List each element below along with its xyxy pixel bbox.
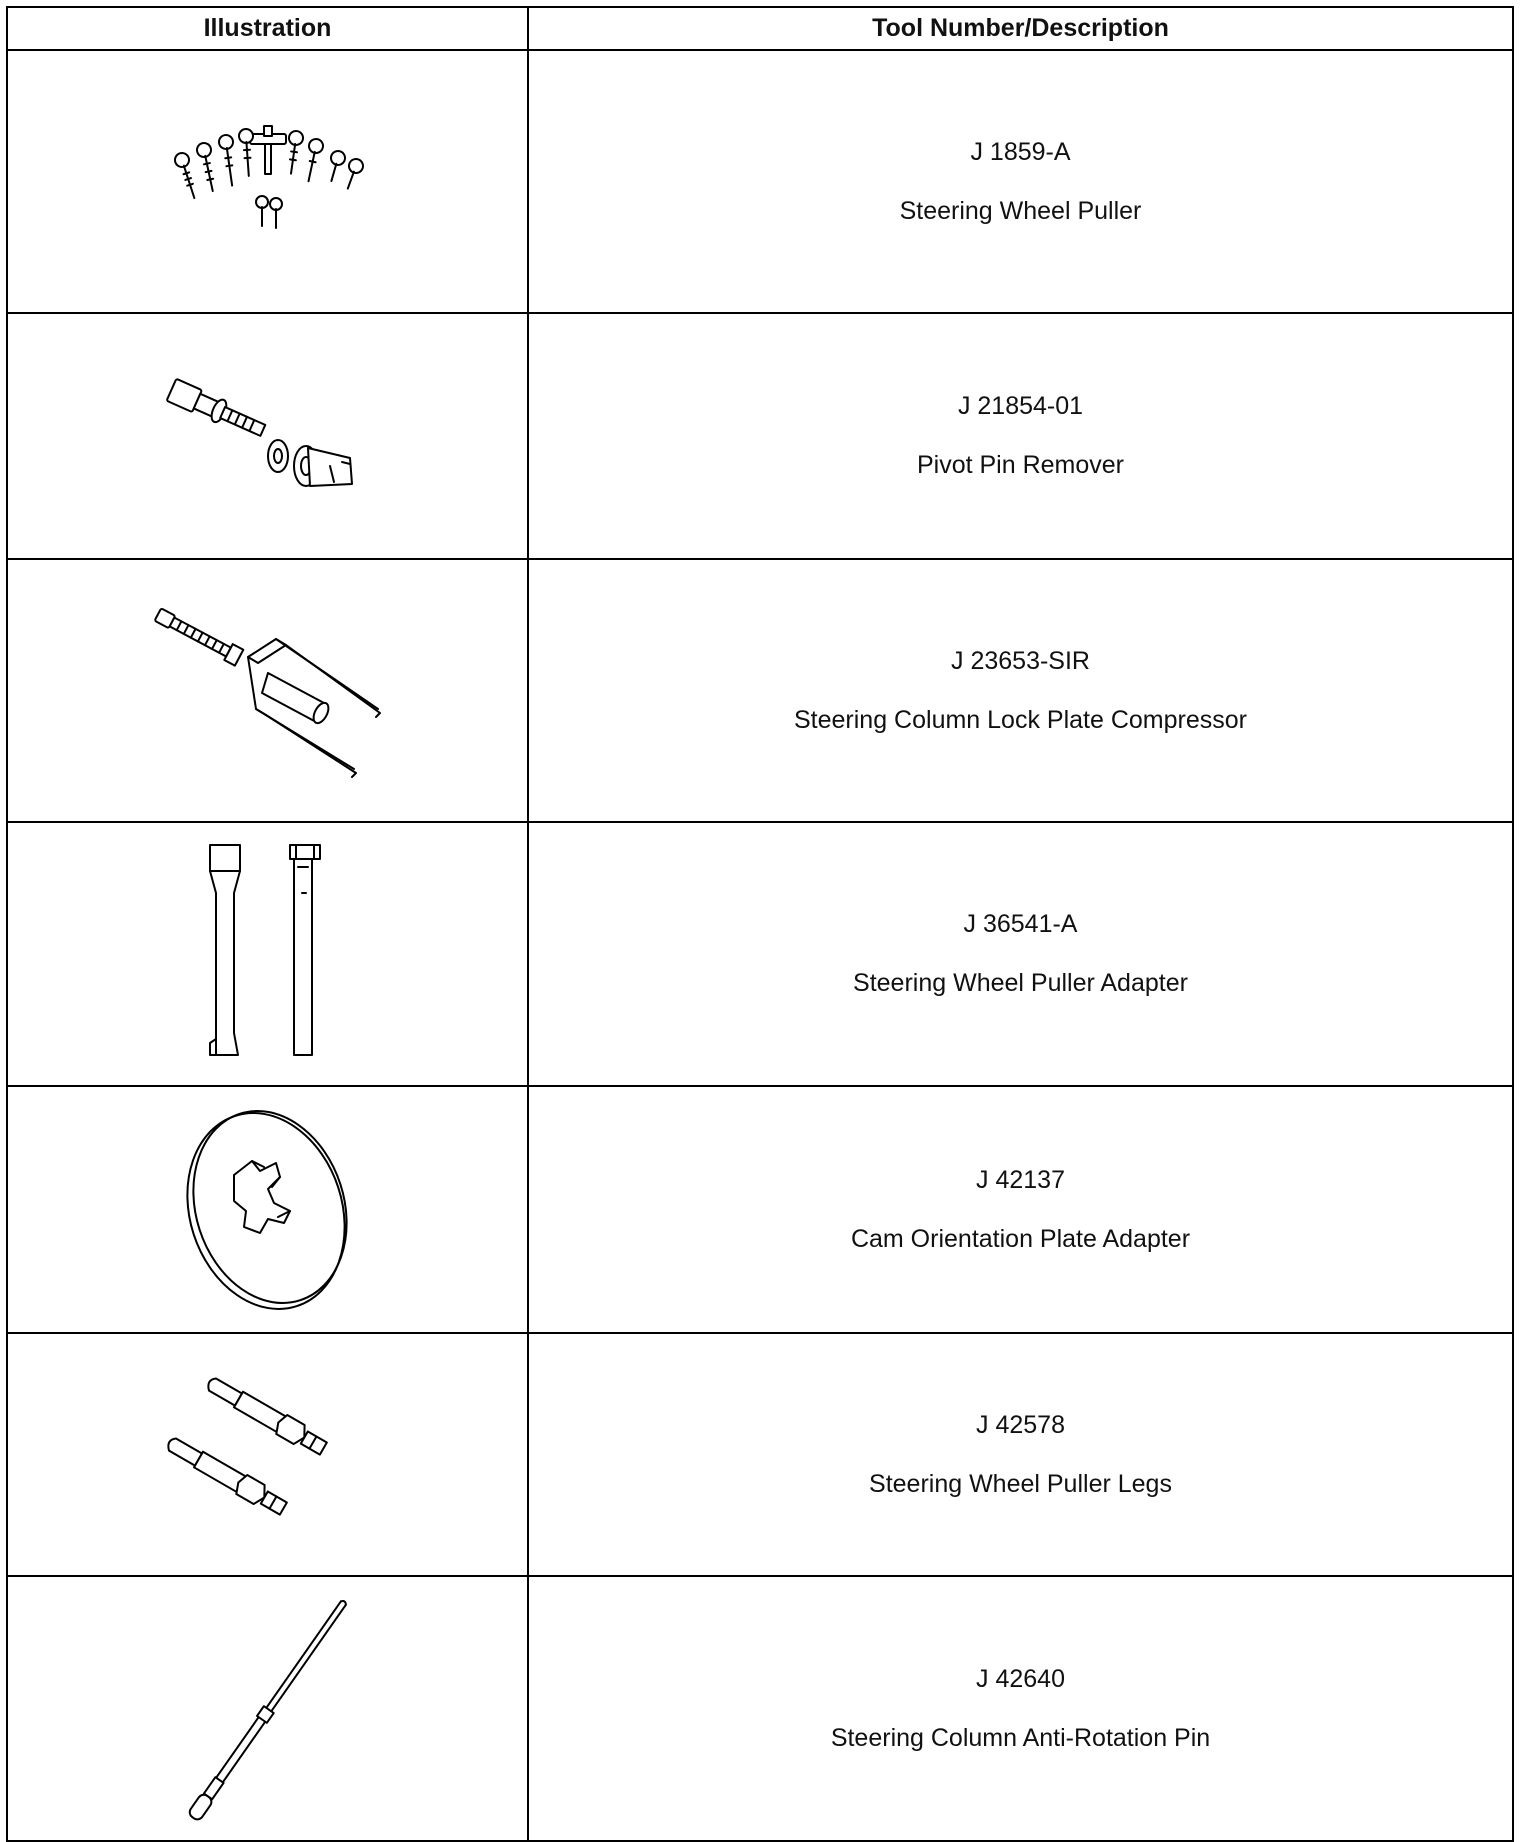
table-row bbox=[7, 50, 1513, 313]
tool-description: Cam Orientation Plate Adapter bbox=[529, 1225, 1512, 1254]
description-cell bbox=[528, 1333, 1513, 1576]
table-row bbox=[7, 559, 1513, 822]
table-header-row bbox=[7, 7, 1513, 50]
tool-number: J 36541-A bbox=[529, 910, 1512, 939]
tool-number: J 21854-01 bbox=[529, 392, 1512, 421]
column-header-tool: Tool Number/Description bbox=[528, 7, 1513, 50]
tool-description: Steering Wheel Puller bbox=[529, 197, 1512, 226]
lock-plate-compressor-icon bbox=[148, 601, 388, 781]
anti-rotation-pin-icon bbox=[148, 1589, 388, 1829]
table-row bbox=[7, 1576, 1513, 1841]
tool-description: Steering Wheel Puller Legs bbox=[529, 1470, 1512, 1499]
illustration-cell bbox=[7, 313, 528, 559]
special-tools-table bbox=[6, 6, 1514, 1842]
illustration-cell bbox=[7, 822, 528, 1086]
tool-number: J 1859-A bbox=[529, 138, 1512, 167]
table-row bbox=[7, 1333, 1513, 1576]
tool-number: J 42640 bbox=[529, 1665, 1512, 1694]
table-row bbox=[7, 1086, 1513, 1333]
puller-legs-icon bbox=[158, 1365, 378, 1545]
description-cell bbox=[528, 313, 1513, 559]
description-cell bbox=[528, 1086, 1513, 1333]
description-cell bbox=[528, 1576, 1513, 1841]
description-cell bbox=[528, 822, 1513, 1086]
tool-number: J 42578 bbox=[529, 1411, 1512, 1440]
description-cell bbox=[528, 559, 1513, 822]
description-cell bbox=[528, 50, 1513, 313]
illustration-cell bbox=[7, 50, 528, 313]
tool-description: Steering Wheel Puller Adapter bbox=[529, 969, 1512, 998]
illustration-cell bbox=[7, 559, 528, 822]
illustration-cell bbox=[7, 1576, 528, 1841]
tool-description: Pivot Pin Remover bbox=[529, 451, 1512, 480]
column-header-illustration: Illustration bbox=[7, 7, 528, 50]
illustration-cell bbox=[7, 1333, 528, 1576]
puller-adapter-icon bbox=[198, 843, 338, 1065]
tool-description: Steering Column Anti-Rotation Pin bbox=[529, 1724, 1512, 1753]
pivot-pin-remover-icon bbox=[158, 366, 378, 506]
tool-number: J 23653-SIR bbox=[529, 647, 1512, 676]
tool-number: J 42137 bbox=[529, 1166, 1512, 1195]
illustration-cell bbox=[7, 1086, 528, 1333]
table-row bbox=[7, 313, 1513, 559]
cam-orientation-plate-icon bbox=[178, 1105, 358, 1315]
table-row bbox=[7, 822, 1513, 1086]
tool-description: Steering Column Lock Plate Compressor bbox=[529, 706, 1512, 735]
steering-wheel-puller-icon bbox=[158, 122, 378, 242]
